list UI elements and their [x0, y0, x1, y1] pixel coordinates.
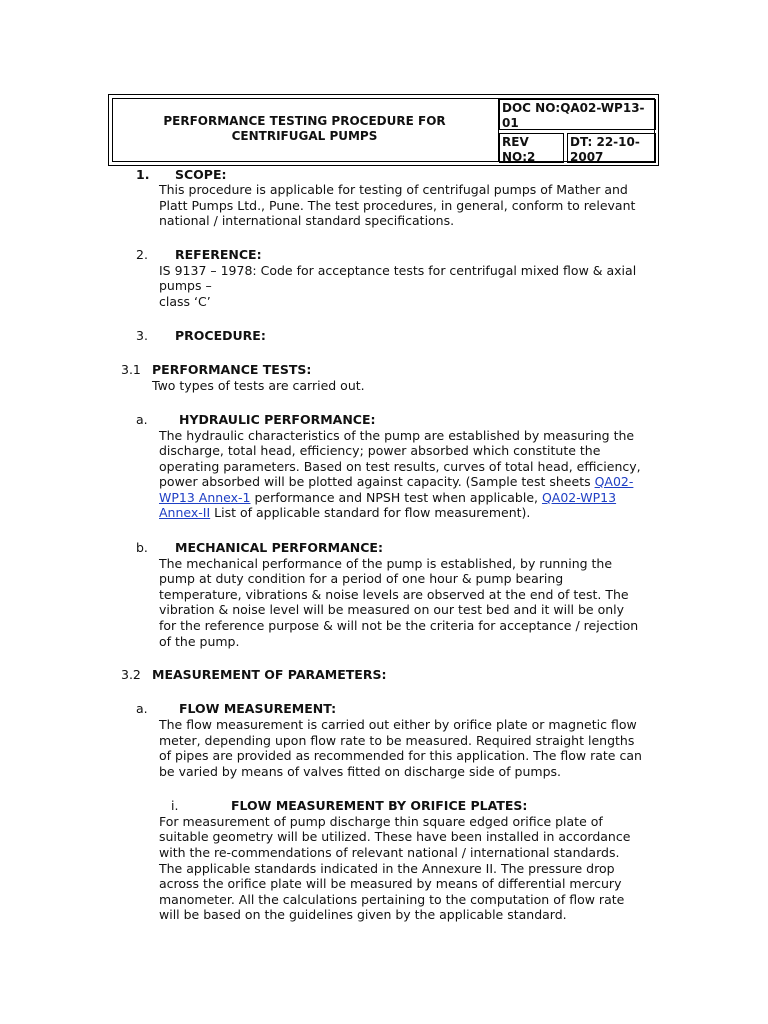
date-cell	[567, 133, 656, 163]
title-line-1: PERFORMANCE TESTING PROCEDURE FOR	[163, 114, 446, 128]
scope-line-1: This procedure is applicable for testing of centrifugal pumps of Mather and	[159, 182, 628, 197]
document-title	[113, 114, 496, 144]
hydraulic-line-1: The hydraulic characteristics of the pump are established by measuring the	[159, 428, 635, 443]
orifice-line-2: suitable geometry will be utilized. These have been installed in accordance	[159, 829, 631, 844]
mechanical-line-2: pump at duty condition for a period of one hour & pump bearing	[159, 571, 564, 586]
orifice-line-4: The applicable standards indicated in the Annexure II. The pressure drop	[159, 861, 615, 876]
mechanical-heading: MECHANICAL PERFORMANCE:	[175, 540, 383, 555]
orifice-line-3: with the re-commendations of relevant national / international standards.	[159, 845, 620, 860]
section-a-number: a.	[136, 412, 148, 427]
mechanical-line-3: temperature, vibrations & noise levels are observed at the end of test. The	[159, 587, 629, 602]
doc-number-line-1: DOC NO:QA02-WP13-	[502, 101, 645, 115]
section-3-1-heading: PERFORMANCE TESTS:	[152, 362, 312, 377]
mechanical-line-1: The mechanical performance of the pump is established, by running the	[159, 556, 613, 571]
doc-number-cell	[499, 99, 656, 130]
revision-line-1: REV	[502, 135, 529, 149]
orifice-line-1: For measurement of pump discharge thin square edged orifice plate of	[159, 814, 603, 829]
section-2-heading: REFERENCE:	[175, 247, 262, 262]
section-3-1-number: 3.1	[121, 362, 141, 377]
mechanical-line-6: of the pump.	[159, 634, 240, 649]
orifice-heading: FLOW MEASUREMENT BY ORIFICE PLATES:	[231, 798, 528, 813]
flow-line-2: meter, depending upon flow rate to be measured. Required straight lengths	[159, 733, 635, 748]
orifice-line-5: across the orifice plate will be measured by means of differential mercury	[159, 876, 622, 891]
flow-line-3: of pipes are provided as recommended for this application. The flow rate can	[159, 748, 642, 763]
section-3-number: 3.	[136, 328, 148, 343]
orifice-line-7: will be based on the guidelines given by the applicable standard.	[159, 907, 567, 922]
doc-number-line-2: 01	[502, 116, 519, 130]
section-3-heading: PROCEDURE:	[175, 328, 266, 343]
annex-1-link-part-2[interactable]: WP13 Annex-1	[159, 490, 251, 505]
annex-2-link-part-1[interactable]: QA02-WP13	[541, 490, 617, 505]
hydraulic-line-6-text: List of applicable standard for flow measurement).	[210, 505, 531, 520]
hydraulic-line-5-text: performance and NPSH test when applicable,	[250, 490, 542, 505]
annex-1-link-part-1[interactable]: QA02-	[594, 474, 634, 489]
reference-line-2: pumps –	[159, 278, 212, 293]
hydraulic-line-4	[159, 474, 633, 490]
flow-measurement-heading: FLOW MEASUREMENT:	[179, 701, 337, 716]
hydraulic-line-4-text: power absorbed will be plotted against capacity. (Sample test sheets	[159, 474, 595, 489]
scope-line-3: national / international standard specifications.	[159, 213, 455, 228]
hydraulic-line-6	[159, 505, 530, 521]
flow-line-4: be varied by means of valves fitted on discharge side of pumps.	[159, 764, 562, 779]
date-line-2: 2007	[570, 150, 604, 164]
hydraulic-line-2: discharge, total head, efficiency; power absorbed which constitute the	[159, 443, 601, 458]
revision-cell	[499, 133, 564, 163]
revision-line-2: NO:2	[502, 150, 536, 164]
hydraulic-line-3: operating parameters. Based on test results, curves of total head, efficiency,	[159, 459, 641, 474]
date-line-1: DT: 22-10-	[570, 135, 640, 149]
section-3-2-heading: MEASUREMENT OF PARAMETERS:	[152, 667, 387, 682]
flow-line-1: The flow measurement is carried out either by orifice plate or magnetic flow	[159, 717, 637, 732]
section-1-heading: SCOPE:	[175, 167, 227, 182]
scope-line-2: Platt Pumps Ltd., Pune. The test procedures, in general, conform to relevant	[159, 198, 636, 213]
reference-line-3: class ‘C’	[159, 294, 211, 309]
hydraulic-line-5	[159, 490, 616, 506]
hydraulic-heading: HYDRAULIC PERFORMANCE:	[179, 412, 376, 427]
mechanical-line-4: vibration & noise level will be measured on our test bed and it will be only	[159, 602, 625, 617]
document-header-inner	[112, 98, 655, 162]
performance-tests-text: Two types of tests are carried out.	[152, 378, 365, 393]
reference-line-1: IS 9137 – 1978: Code for acceptance tests for centrifugal mixed flow & axial	[159, 263, 637, 278]
section-1-number: 1.	[136, 167, 150, 182]
section-3-2-number: 3.2	[121, 667, 141, 682]
section-2-number: 2.	[136, 247, 148, 262]
mechanical-line-5: for the reference purpose & will not be the criteria for acceptance / rejection	[159, 618, 639, 633]
annex-2-link-part-2[interactable]: Annex-II	[159, 505, 211, 520]
section-b-number: b.	[136, 540, 148, 555]
flow-section-number: a.	[136, 701, 148, 716]
document-header-box	[108, 94, 659, 166]
orifice-line-6: manometer. All the calculations pertaining to the computation of flow rate	[159, 892, 625, 907]
title-line-2: CENTRIFUGAL PUMPS	[231, 129, 378, 143]
orifice-section-number: i.	[171, 798, 179, 813]
